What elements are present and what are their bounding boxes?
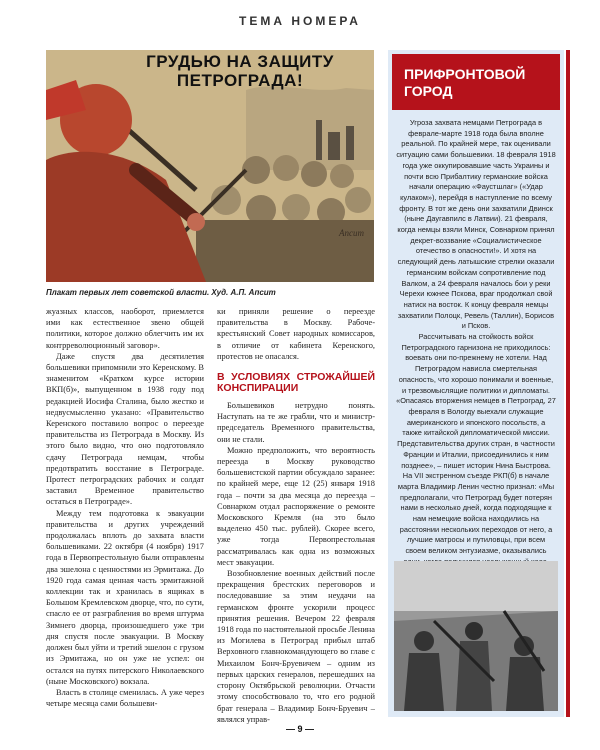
poster-title-line1: ГРУДЬЮ НА ЗАЩИТУ <box>146 52 334 71</box>
page-number <box>0 724 600 734</box>
paragraph: Возобновление военных действий после прекращения брестских переговоров и последовавшие за этим неудачи на германском фронте ускорили процесс принятия решения. Вечером 22 февраля 1918 года по настоятельной просьбе Ленина из Могилева в Петроград прибыл штаб Верховного главнокомандующего во главе с Михаилом Бонч-Бруевичем – одним из первых царских генералов, перешедших на сторону Октябрьской революции. Отчасти этому способствовало то, что его родной брат генерала – Владимир Бонч-Бруевич – являлся управ- <box>217 569 375 724</box>
paragraph: жуазных классов, наоборот, приемлется ими как естественное звено общей политики, которое должно облегчить им их контрреволюционный заговор». <box>46 307 204 350</box>
page-number-left-mark: — <box>285 724 295 734</box>
sidebar-text <box>388 110 564 589</box>
poster-caption: Плакат первых лет советской власти. Худ. А.П. Апсит <box>46 288 276 297</box>
paragraph: Даже спустя два десятилетия большевики припомнили это Керенскому. В знаменитом «Кратком курсе истории ВКП(б)», выпущенном в 1938 году под редакцией Иосифа Сталина, было жестко и недвусмысленно указано: «Правительство Керенского поставило вопрос о переезде правительства из Петрограда в Москву. Из этого было видно, что оно подготовляло сдачу Петрограда немцам, чтобы предотвратить восстание в Петрограде. Протест петроградских рабочих и солдат заставил Временное правительство остаться в Петрограде». <box>46 351 204 507</box>
poster-image <box>46 50 374 282</box>
sidebar-paragraph: Угроза захвата немцами Петрограда в феврале-марте 1918 года была вполне реальной. По крайней мере, так оценивали ситуацию сами большевики. 18 февраля 1918 года уже оккупировавшие часть Украины и почти всю Прибалтику германские войска начали операцию «Фаустшлаг» («Удар кулаком»), перейдя в наступление по всему фронту. В тот же день они захватили Двинск (ныне Даугавпилс в Латвии). 21 февраля, когда немцы взяли Минск, Совнарком принял декрет-воззвание «Социалистическое отечество в опасности!». И хотя на следующий день латышские стрелки оказали германским войскам сопротивление под Валком, а 24 февраля началось бои у реки Черехи южнее Пскова, враг продолжал свой натиск на восток. К концу февраля немцы захватили Полоцк, Ревель (Таллин), Борисов и Псков. <box>396 118 556 331</box>
paragraph: Большевиков нетрудно понять. Наступать на те же грабли, что и министр-председатель Временного правительства, они не стали. <box>217 401 375 444</box>
poster-title <box>106 52 374 90</box>
soldiers-photo <box>394 561 558 711</box>
paragraph: Можно предположить, что вероятность переезда в Москву руководство большевистской партии обсуждало заранее: по крайней мере, еще 12 (25) января 1918 года – почти за два месяца до переезда – Совнарком отдал распоряжение о ремонте Московского Кремля (на это было выделено 450 тыс. рублей). Скорее всего, уже тогда Первопрестольная рассматривалась как одна из возможных мест эвакуации. <box>217 445 375 567</box>
section-subhead: В УСЛОВИЯХ СТРОЖАЙШЕЙ КОНСПИРАЦИИ <box>217 371 375 395</box>
article-column-1 <box>46 306 204 709</box>
page-number-value: 9 <box>297 724 303 734</box>
paragraph: Между тем подготовка к эвакуации правительства и других учреждений продолжалась вплоть до захвата власти большевиками. 22 октября (4 ноября) 1917 года в Первопрестольную были отправлены два эшелона с ценностями из Эрмитажа. До 1920 года самая ценная часть эрмитажной коллекции так и хранилась в ящиках в Большом Кремлевском дворце, что, по сути, спасло ее от разграбления во время штурма Зимнего дворца, произошедшего уже три дня спустя после эвакуации. В Москву должен был уйти и третий эшелон с грузом из Эрмитажа, но он уже не успел: он остался на путях питерского Николаевского (ныне Московского) вокзала. <box>46 508 204 686</box>
poster-signature: Апсит <box>339 228 364 238</box>
article-column-2 <box>217 306 375 725</box>
paragraph: Власть в столице сменилась. А уже через четыре месяца сами большеви- <box>46 687 204 709</box>
sidebar-paragraph: Рассчитывать на стойкость войск Петроградского гарнизона не приходилось: воевать они по-прежнему не хотели. Над Петроградом нависла смертельная опасность, что хорошо понимали и военные, и трезвомыслящие политики и дипломаты. «Опасаясь вторжения немцев в Петроград, 27 февраля в Вологду выехали служащие американского и японского посольств, а также китайской дипломатической миссии. Представительства других стран, в частности Франции и Италии, присоединились к ним позднее», – пишет историк Нина Быстрова. На VII экстренном съезде РКП(б) в начале марта Владимир Ленин честно признал: «Мы предполагали, что Петроград будет потерян нами в несколько дней, когда подходящие к нам немецкие войска находились на расстоянии нескольких переходов от него, а лучшие матросы и путиловцы, при всем своем великом энтузиазме, оказывались <box>396 332 556 556</box>
photo-illustration <box>394 561 558 711</box>
section-header: ТЕМА НОМЕРА <box>239 14 361 28</box>
page-number-right-mark: — <box>305 724 315 734</box>
paragraph: ки приняли решение о переезде правительства в Москву. Рабоче-крестьянский Совет народных комиссаров, в отличие от кабинета Керенского, протестов не опасался. <box>217 307 375 361</box>
sidebar-accent-bar <box>566 50 570 717</box>
sidebar-box <box>388 50 564 717</box>
poster-title-line2: ПЕТРОГРАДА! <box>176 71 304 90</box>
sidebar-title: ПРИФРОНТОВОЙ ГОРОД <box>392 54 560 110</box>
